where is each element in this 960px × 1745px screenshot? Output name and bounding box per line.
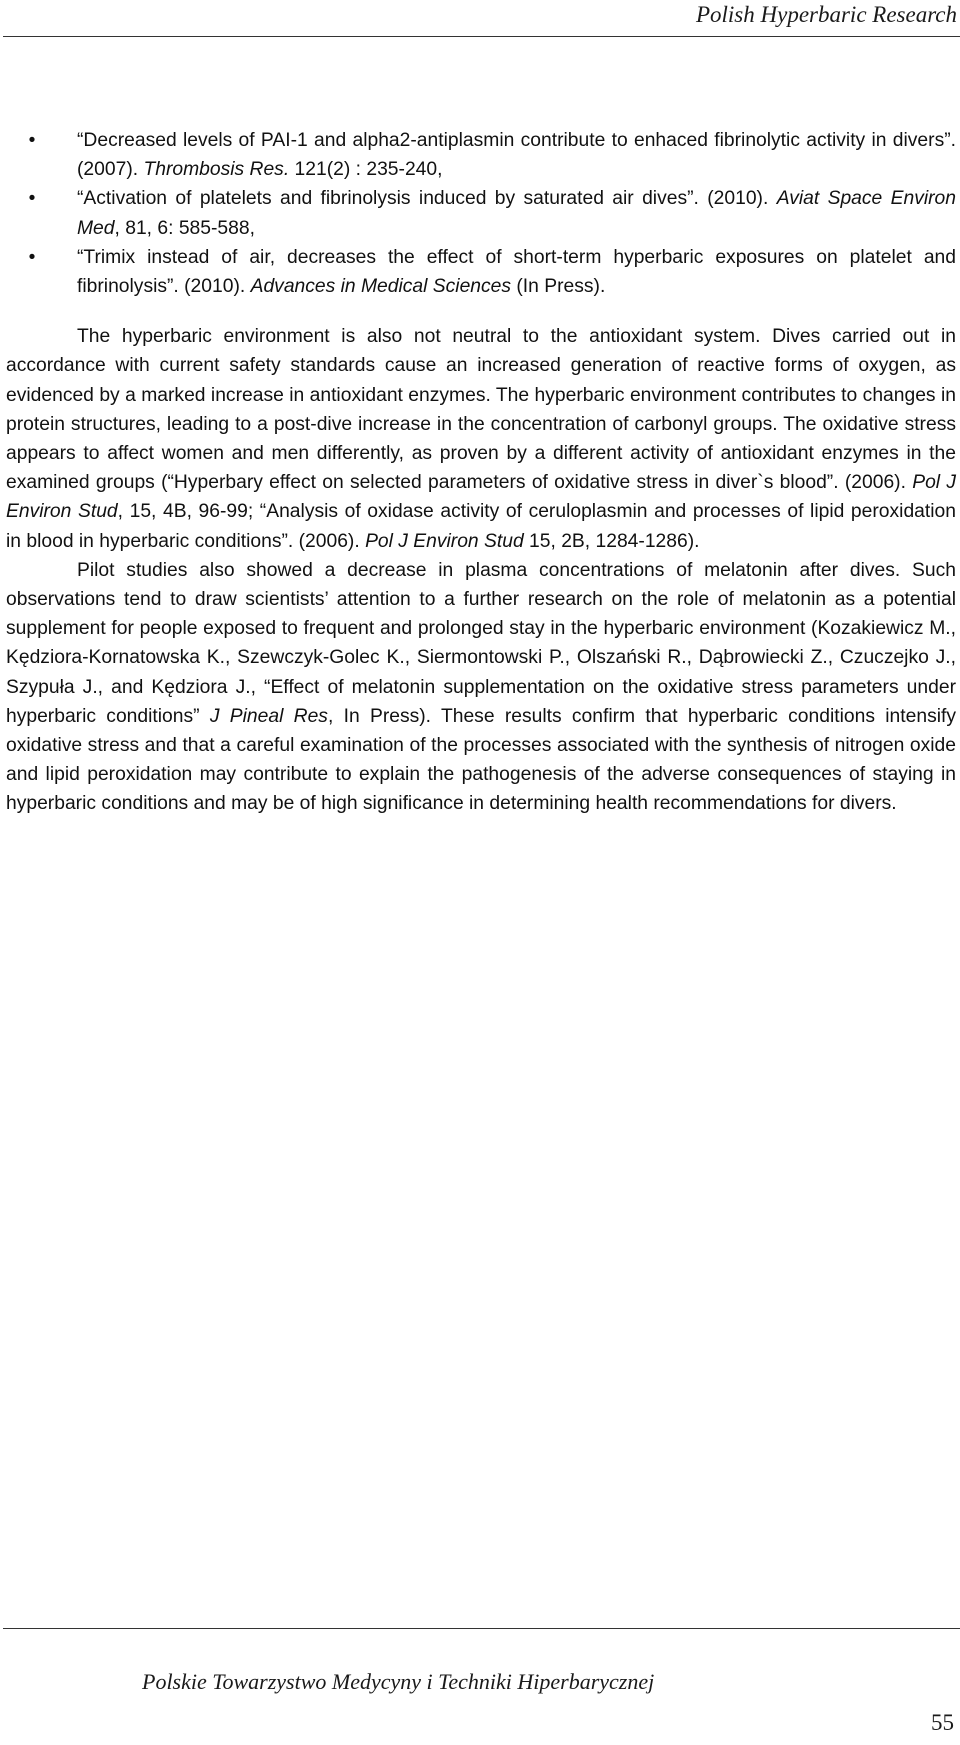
journal-title: Pol J Environ Stud [365, 530, 524, 552]
reference-item [28, 126, 956, 184]
bullet-icon: • [28, 246, 36, 268]
running-header-title: Polish Hyperbaric Research [695, 2, 957, 27]
header-divider [3, 36, 960, 37]
reference-citation: , 81, 6: 585-588, [114, 217, 255, 239]
paragraph-text: , In Press). These results confirm that hyperbaric conditions intensify oxidative stress and that a careful examination of the processes associated with the synthesis of nitrogen oxide and lipid peroxidation may contribute to explain the pathogenesis of the adverse consequences of staying in hyperbaric conditions and may be of high significance in determining health recommendations for divers. [6, 705, 956, 815]
reference-journal: Aviat Space Environ Med [77, 188, 956, 239]
bullet-icon: • [28, 188, 36, 210]
body-paragraph-melatonin [6, 556, 956, 819]
page-number: 55 [931, 1710, 954, 1735]
bullet-icon: • [28, 130, 36, 151]
journal-title: J Pineal Res [209, 705, 328, 727]
reference-journal: Thrombosis Res. [143, 159, 290, 181]
reference-citation: (In Press). [511, 276, 606, 298]
reference-text: “Decreased levels of PAI-1 and alpha2-antiplasmin contribute to enhaced fibrinolytic activity in divers”. (2007). [77, 130, 956, 181]
footer-divider [3, 1628, 960, 1629]
paragraph-text: Pilot studies also showed a decrease in plasma concentrations of melatonin after dives. Such observations tend to draw scientists’ attention to a further research on the role of melatonin as a potential supplement for people exposed to frequent and prolonged stay in the hyperbaric environment (Kozakiewicz M., Kędziora-Kornatowska K., Szewczyk-Golec K., Siermontowski P., Olszański R., Dąbrowiecki Z., Czuczejko J., Szypuła J., and Kędziora J., “Effect of melatonin supplementation on the oxidative stress parameters under hyperbaric conditions” [6, 559, 956, 727]
reference-item [28, 243, 956, 301]
reference-item [28, 184, 956, 242]
paragraph-text: The hyperbaric environment is also not neutral to the antioxidant system. Dives carried out in accordance with current safety standards cause an increased generation of reactive forms of oxygen, as evidenced by a marked increase in antioxidant enzymes. The hyperbaric environment contributes to changes in protein structures, leading to a post-dive increase in the concentration of carbonyl groups. The oxidative stress appears to affect women and men differently, as proven by a different activity of antioxidant enzymes in the examined groups (“Hyperbary effect on selected parameters of oxidative stress in diver`s blood”. (2006). [6, 326, 956, 494]
reference-text: “Activation of platelets and fibrinolysis induced by saturated air dives”. (2010). [77, 188, 777, 210]
journal-title: Pol J Environ Stud [6, 472, 956, 523]
footer-publisher: Polskie Towarzystwo Medycyny i Techniki Hiperbarycznej [142, 1669, 655, 1694]
page-body [6, 126, 956, 819]
body-paragraph-antioxidant [6, 322, 956, 556]
reference-citation: 121(2) : 235-240, [289, 159, 443, 181]
paragraph-text: 15, 2B, 1284-1286). [523, 530, 700, 552]
paragraph-text: , 15, 4B, 96-99; “Analysis of oxidase activity of ceruloplasmin and processes of lipid peroxidation in blood in hyperbaric conditions”. (2006). [6, 501, 956, 552]
reference-list [6, 126, 956, 301]
reference-journal: Advances in Medical Sciences [250, 276, 512, 298]
reference-text: “Trimix instead of air, decreases the effect of short-term hyperbaric exposures on platelet and fibrinolysis”. (2010). [77, 246, 956, 298]
